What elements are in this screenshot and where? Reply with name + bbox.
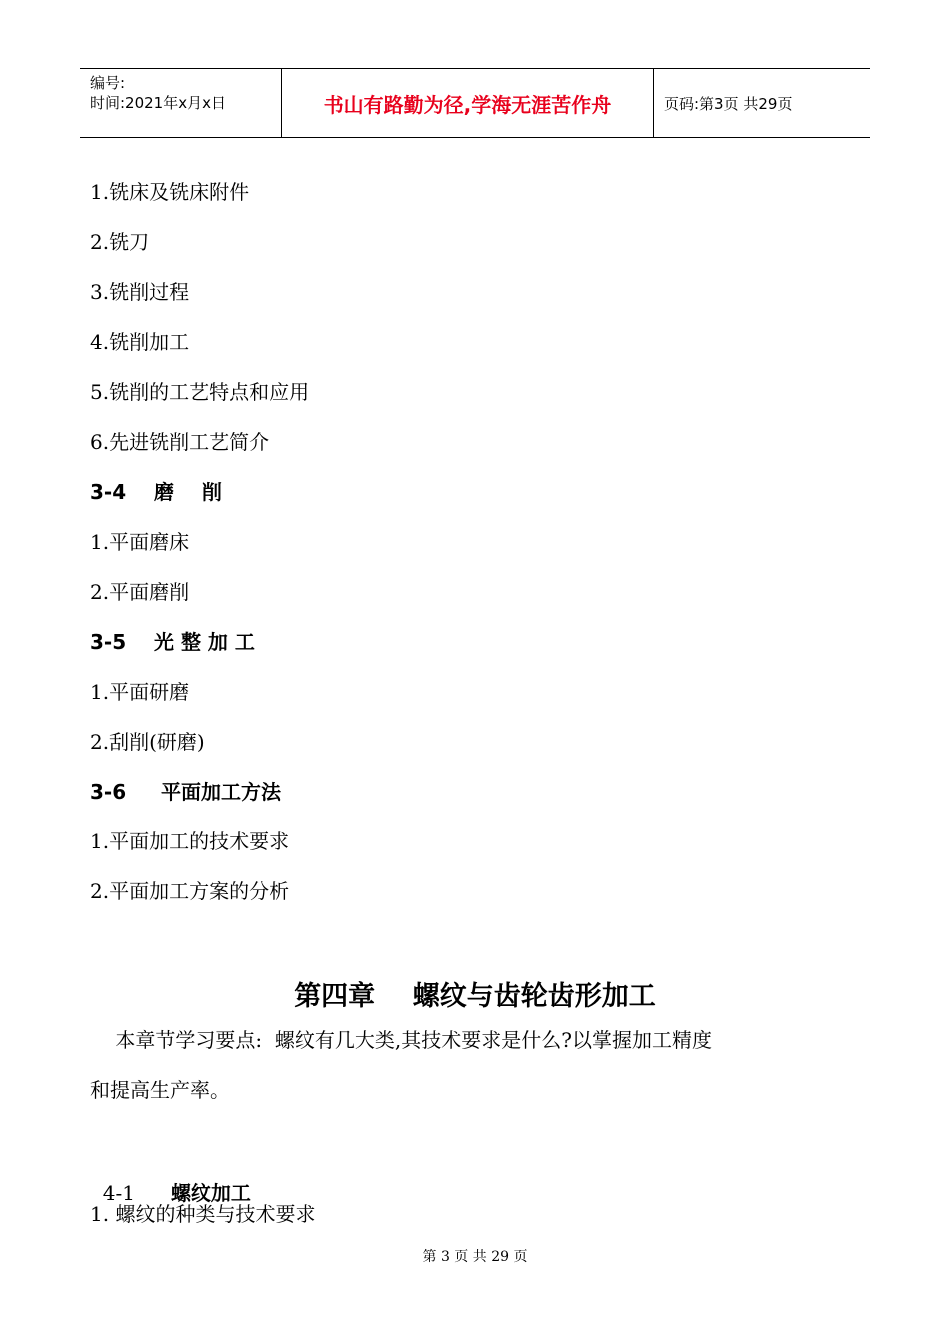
list-item: 1.平面磨床 xyxy=(90,530,190,554)
list-item: 4.铣削加工 xyxy=(90,330,190,354)
date-line: 时间:2021年x月x日 xyxy=(90,94,226,112)
chapter-intro-line-2: 和提高生产率。 xyxy=(90,1078,230,1102)
list-item: 3.铣削过程 xyxy=(90,280,190,304)
page-header xyxy=(80,68,870,138)
section-heading-3-6: 3-6 平面加工方法 xyxy=(90,780,281,804)
list-item: 1. 螺纹的种类与技术要求 xyxy=(90,1202,316,1226)
list-item: 6.先进铣削工艺简介 xyxy=(90,430,270,454)
page-info: 页码:第3页 共29页 xyxy=(664,94,793,113)
chapter-title: 第四章 螺纹与齿轮齿形加工 xyxy=(294,981,656,1012)
page-footer: 第 3 页 共 29 页 xyxy=(422,1249,528,1265)
list-item: 5.铣削的工艺特点和应用 xyxy=(90,380,310,404)
section-number: 4-1 xyxy=(102,1181,135,1205)
section-heading-4-1 xyxy=(90,1151,251,1207)
list-item: 2.平面加工方案的分析 xyxy=(90,879,290,903)
section-heading-3-5: 3-5 光 整 加 工 xyxy=(90,630,255,654)
list-item: 2.刮削(研磨) xyxy=(90,730,205,754)
header-left-cell xyxy=(80,69,281,137)
list-item: 1.平面研磨 xyxy=(90,680,190,704)
number-label: 编号: xyxy=(90,74,126,92)
section-heading-3-4: 3-4 磨 削 xyxy=(90,480,222,504)
list-item: 1.平面加工的技术要求 xyxy=(90,829,290,853)
list-item: 2.平面磨削 xyxy=(90,580,190,604)
section-title: 螺纹加工 xyxy=(170,1181,251,1205)
motto: 书山有路勤为径,学海无涯苦作舟 xyxy=(281,69,654,137)
list-item: 2.铣刀 xyxy=(90,230,150,254)
list-item: 1.铣床及铣床附件 xyxy=(90,180,250,204)
chapter-intro-line-1: 本章节学习要点: 螺纹有几大类,其技术要求是什么?以掌握加工精度 xyxy=(90,1028,712,1052)
